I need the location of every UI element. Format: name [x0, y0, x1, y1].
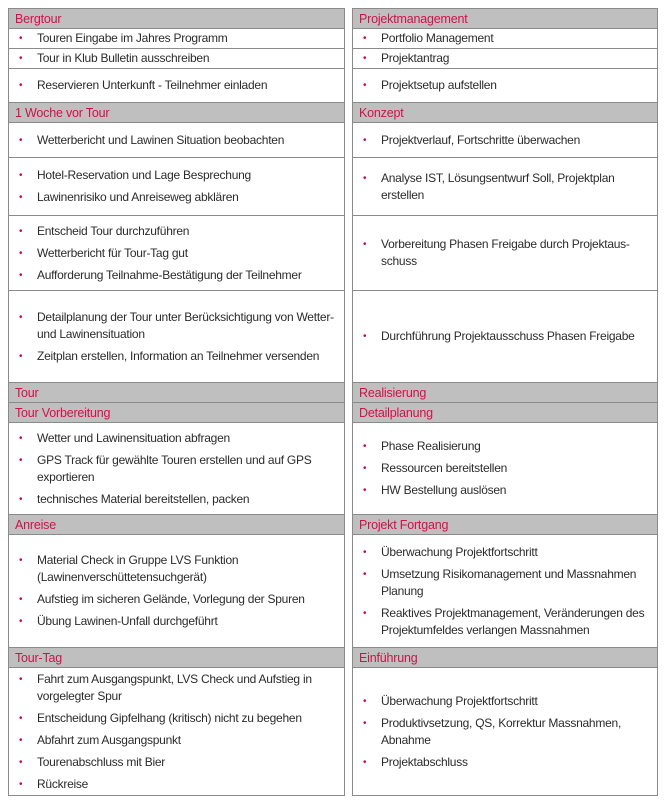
- list-item: [353, 482, 657, 499]
- content-cell: [9, 158, 344, 216]
- projektmanagement-column: [352, 8, 658, 796]
- bullet-icon: •: [19, 454, 23, 466]
- list-item: [353, 460, 657, 477]
- bullet-icon: •: [19, 53, 23, 64]
- list-item-text: Entscheid Tour durchzuführen: [37, 223, 190, 238]
- list-item-text: GPS Track für gewählte Touren erstellen und auf GPS exportieren: [37, 452, 312, 484]
- list-item: [353, 170, 657, 204]
- list-item-text: Analyse IST, Lösungsentwurf Soll, Projektplan erstellen: [381, 170, 615, 202]
- bullet-icon: •: [19, 192, 23, 203]
- bullet-icon: •: [19, 269, 23, 281]
- section-header: [353, 103, 657, 123]
- content-cell: [9, 423, 344, 515]
- bullet-icon: •: [19, 247, 23, 259]
- list-item: [9, 189, 344, 206]
- content-cell: [353, 29, 657, 49]
- list-item: [9, 776, 344, 793]
- list-item-text: Phase Realisierung: [381, 439, 481, 453]
- list-item-text: Projektsetup aufstellen: [381, 78, 497, 92]
- list-item: [353, 693, 657, 710]
- bullet-icon: •: [19, 170, 23, 181]
- bullet-icon: •: [363, 33, 367, 44]
- content-cell: [353, 291, 657, 383]
- list-item: [353, 566, 657, 600]
- bullet-icon: •: [363, 546, 367, 558]
- bullet-icon: •: [19, 225, 23, 237]
- bergtour-column: [8, 8, 345, 796]
- bullet-icon: •: [19, 673, 23, 685]
- list-item-text: Durchführung Projektausschuss Phasen Freigabe: [381, 329, 635, 343]
- section-header: [353, 648, 657, 668]
- bullet-icon: •: [19, 134, 23, 146]
- section-header: [9, 515, 344, 535]
- list-item-text: Zeitplan erstellen, Information an Teilnehmer versenden: [37, 348, 320, 363]
- bullet-icon: •: [363, 607, 367, 619]
- list-item-text: Vorbereitung Phasen Freigabe durch Projektausschuss: [381, 237, 630, 268]
- list-item-text: Tourenabschluss mit Bier: [37, 754, 166, 769]
- list-item-text: Rückreise: [37, 776, 89, 791]
- list-item-text: Fahrt zum Ausgangspunkt, LVS Check und Aufstieg in vorgelegter Spur: [37, 671, 312, 703]
- list-item: [353, 438, 657, 455]
- list-item: [9, 491, 344, 508]
- section-header-label: Projektmanagement: [359, 11, 468, 26]
- list-item: [9, 77, 344, 94]
- list-item-text: Übung Lawinen-Unfall durchgeführt: [37, 614, 218, 628]
- bullet-icon: •: [363, 134, 367, 146]
- list-item-text: Wetterbericht und Lawinen Situation beobachten: [37, 132, 285, 147]
- content-cell: [9, 535, 344, 648]
- list-item: [9, 309, 344, 343]
- list-item: [353, 715, 657, 749]
- section-header: [353, 383, 657, 403]
- bullet-icon: •: [19, 594, 23, 605]
- section-header-label: Realisierung: [359, 385, 427, 400]
- list-item-text: Projektabschluss: [381, 754, 468, 769]
- section-header-label: Projekt Fortgang: [359, 517, 449, 532]
- content-cell: [353, 535, 657, 648]
- list-item-text: Hotel-Reservation und Lage Besprechung: [37, 168, 251, 182]
- bullet-icon: •: [363, 756, 367, 768]
- bullet-icon: •: [363, 568, 367, 580]
- list-item: [9, 732, 344, 749]
- list-item-text: Wetter und Lawinensituation abfragen: [37, 430, 230, 445]
- bullet-icon: •: [19, 350, 23, 362]
- list-item-text: Detailplanung der Tour unter Berücksichtigung von Wetter- und Lawinensituation: [37, 309, 334, 341]
- list-item-text: Ressourcen bereitstellen: [381, 461, 508, 475]
- content-cell: [353, 423, 657, 515]
- list-item: [9, 132, 344, 149]
- section-header: [9, 9, 344, 29]
- section-header-label: Detailplanung: [359, 405, 433, 420]
- section-header-label: Tour: [15, 385, 39, 400]
- list-item: [9, 223, 344, 240]
- bullet-icon: •: [363, 695, 367, 707]
- section-header: [353, 403, 657, 423]
- list-item-text: Entscheidung Gipfelhang (kritisch) nicht zu begehen: [37, 710, 302, 725]
- list-item: [9, 245, 344, 262]
- section-header: [9, 103, 344, 123]
- section-header-label: Anreise: [15, 517, 56, 532]
- list-item: [9, 754, 344, 771]
- list-item: [9, 552, 344, 586]
- list-item: [353, 30, 657, 47]
- bullet-icon: •: [19, 493, 23, 505]
- list-item: [353, 236, 657, 270]
- list-item-text: Reservieren Unterkunft - Teilnehmer einladen: [37, 78, 268, 92]
- list-item-text: Touren Eingabe im Jahres Programm: [37, 31, 228, 45]
- list-item: [9, 591, 344, 608]
- content-cell: [9, 291, 344, 383]
- content-cell: [353, 158, 657, 216]
- bullet-icon: •: [19, 616, 23, 627]
- bullet-icon: •: [363, 441, 367, 452]
- list-item: [353, 77, 657, 94]
- bullet-icon: •: [19, 734, 23, 746]
- content-cell: [353, 69, 657, 103]
- list-item-text: Überwachung Projektfortschritt: [381, 693, 538, 708]
- list-item-text: Wetterbericht für Tour-Tag gut: [37, 245, 188, 260]
- list-item: [353, 754, 657, 771]
- section-header: [9, 383, 344, 403]
- list-item-text: Überwachung Projektfortschritt: [381, 544, 538, 559]
- bullet-icon: •: [19, 778, 23, 790]
- list-item: [9, 267, 344, 284]
- list-item-text: Tour in Klub Bulletin ausschreiben: [37, 51, 210, 65]
- bullet-icon: •: [363, 172, 367, 184]
- bullet-icon: •: [363, 485, 367, 496]
- list-item-text: Lawinenrisiko und Anreiseweg abklären: [37, 190, 239, 204]
- list-item-text: Projektantrag: [381, 51, 450, 65]
- content-cell: [9, 216, 344, 291]
- list-item-text: Portfolio Management: [381, 31, 494, 45]
- list-item-text: HW Bestellung auslösen: [381, 483, 507, 497]
- section-header-label: Tour-Tag: [15, 650, 63, 665]
- content-cell: [353, 123, 657, 158]
- bullet-icon: •: [19, 33, 23, 44]
- bullet-icon: •: [19, 311, 23, 323]
- section-header-label: 1 Woche vor Tour: [15, 105, 110, 120]
- list-item-text: Reaktives Projektmanagement, Veränderungen des Projektumfeldes verlangen Massnahmen: [381, 605, 645, 637]
- list-item-text: technisches Material bereitstellen, packen: [37, 491, 250, 506]
- bullet-icon: •: [363, 80, 367, 91]
- bullet-icon: •: [19, 712, 23, 724]
- section-header: [353, 515, 657, 535]
- section-header-label: Bergtour: [15, 11, 62, 26]
- content-cell: [9, 69, 344, 103]
- list-item: [353, 132, 657, 149]
- section-header-label: Einführung: [359, 650, 418, 665]
- list-item-text: Umsetzung Risikomanagement und Massnahmen Planung: [381, 566, 637, 598]
- section-header: [9, 648, 344, 668]
- list-item-text: Material Check in Gruppe LVS Funktion (Lawinenverschüttetensuchgerät): [37, 553, 239, 584]
- list-item: [353, 328, 657, 345]
- bullet-icon: •: [19, 432, 23, 444]
- bullet-icon: •: [19, 555, 23, 566]
- list-item-text: Aufforderung Teilnahme-Bestätigung der Teilnehmer: [37, 267, 302, 282]
- list-item-text: Abfahrt zum Ausgangspunkt: [37, 732, 181, 747]
- list-item-text: Projektverlauf, Fortschritte überwachen: [381, 132, 581, 147]
- list-item: [9, 671, 344, 705]
- list-item: [9, 50, 344, 67]
- list-item: [9, 30, 344, 47]
- section-header: [9, 403, 344, 423]
- list-item: [353, 544, 657, 561]
- bullet-icon: •: [363, 463, 367, 474]
- comparison-table: [8, 8, 658, 796]
- list-item: [9, 452, 344, 486]
- list-item-text: Aufstieg im sicheren Gelände, Vorlegung der Spuren: [37, 592, 305, 606]
- content-cell: [353, 49, 657, 69]
- list-item: [9, 613, 344, 630]
- list-item: [9, 348, 344, 365]
- list-item-text: Produktivsetzung, QS, Korrektur Massnahmen, Abnahme: [381, 715, 622, 747]
- bullet-icon: •: [363, 53, 367, 64]
- section-header-label: Tour Vorbereitung: [15, 405, 111, 420]
- content-cell: [9, 123, 344, 158]
- bullet-icon: •: [363, 331, 367, 342]
- content-cell: [353, 668, 657, 795]
- bullet-icon: •: [363, 239, 367, 250]
- list-item: [353, 605, 657, 639]
- section-header: [353, 9, 657, 29]
- bullet-icon: •: [363, 717, 367, 729]
- section-header-label: Konzept: [359, 105, 404, 120]
- content-cell: [9, 668, 344, 795]
- list-item: [9, 167, 344, 184]
- list-item: [9, 710, 344, 727]
- content-cell: [353, 216, 657, 291]
- bullet-icon: •: [19, 756, 23, 768]
- list-item: [353, 50, 657, 67]
- bullet-icon: •: [19, 80, 23, 91]
- content-cell: [9, 49, 344, 69]
- content-cell: [9, 29, 344, 49]
- list-item: [9, 430, 344, 447]
